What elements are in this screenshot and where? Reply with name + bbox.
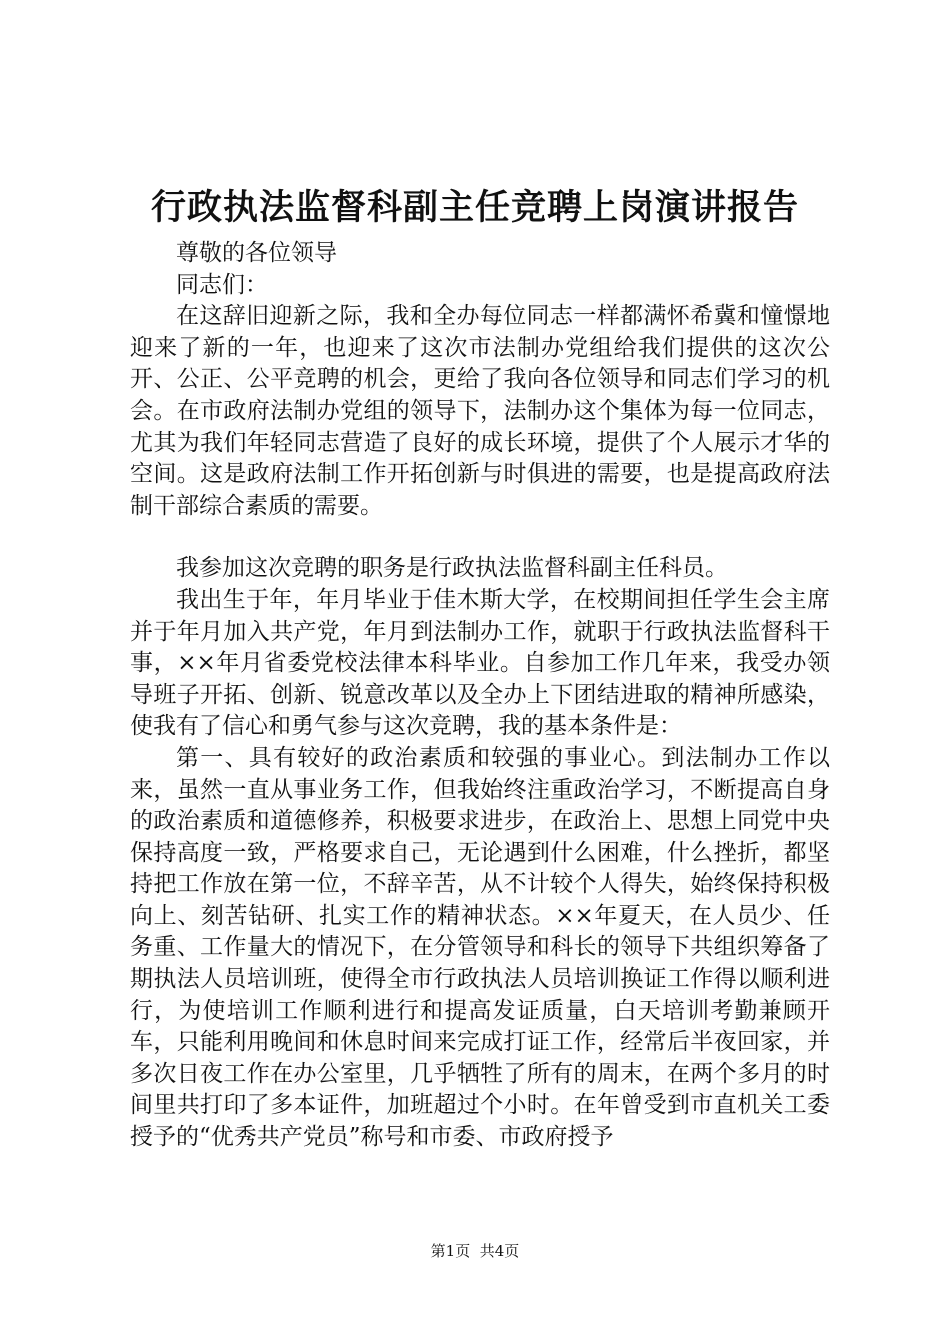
body-paragraph: 第一、具有较好的政治素质和较强的事业心。到法制办工作以来，虽然一直从事业务工作，但我始终注重政治学习，不断提高自身的政治素质和道德修养，积极要求进步，在政治上、思想上同党中央保持高度一致，严格要求自己，无论遇到什么困难，什么挫折，都坚持把工作放在第一位，不辞辛苦，从不计较个人得失，始终保持积极向上、刻苦钻研、扎实工作的精神状态。××年夏天，在人员少、任务重、工作量大的情况下，在分管领导和科长的领导下共组织筹备了期执法人员培训班，使得全市行政执法人员培训换证工作得以顺利进行，为使培训工作顺利进行和提高发证质量，白天培训考勤兼顾开车，只能利用晚间和休息时间来完成打证工作，经常后半夜回家，并多次日夜工作在办公室里，几乎牺牲了所有的周末，在两个多月的时间里共打印了多本证件，加班超过个小时。在年曾受到市直机关工委授予的“优秀共产党员”称号和市委、市政府授予	[130, 744, 830, 1151]
page-footer	[0, 1240, 950, 1262]
page-total: 共4页	[479, 1242, 520, 1260]
body-paragraph: 我出生于年，年月毕业于佳木斯大学，在校期间担任学生会主席并于年月加入共产党，年月到法制办工作，就职于行政执法监督科干事，××年月省委党校法律本科毕业。自参加工作几年来，我受办领导班子开拓、创新、锐意改革以及全办上下团结进取的精神所感染，使我有了信心和勇气参与这次竞聘，我的基本条件是：	[130, 586, 830, 740]
body-paragraph: 在这辞旧迎新之际，我和全办每位同志一样都满怀希冀和憧憬地迎来了新的一年，也迎来了这次市法制办党组给我们提供的这次公开、公正、公平竞聘的机会，更给了我向各位领导和同志们学习的机会。在市政府法制办党组的领导下，法制办这个集体为每一位同志，尤其为我们年轻同志营造了良好的成长环境，提供了个人展示才华的空间。这是政府法制工作开拓创新与时俱进的需要，也是提高政府法制干部综合素质的需要。	[130, 303, 830, 519]
page-number: 第1页	[430, 1242, 471, 1260]
body-paragraph: 我参加这次竞聘的职务是行政执法监督科副主任科员。	[176, 555, 728, 582]
salutation-line: 同志们：	[176, 271, 268, 298]
salutation-line: 尊敬的各位领导	[176, 240, 337, 266]
document-body	[130, 238, 830, 1154]
document-title: 行政执法监督科副主任竞聘上岗演讲报告	[150, 187, 799, 228]
